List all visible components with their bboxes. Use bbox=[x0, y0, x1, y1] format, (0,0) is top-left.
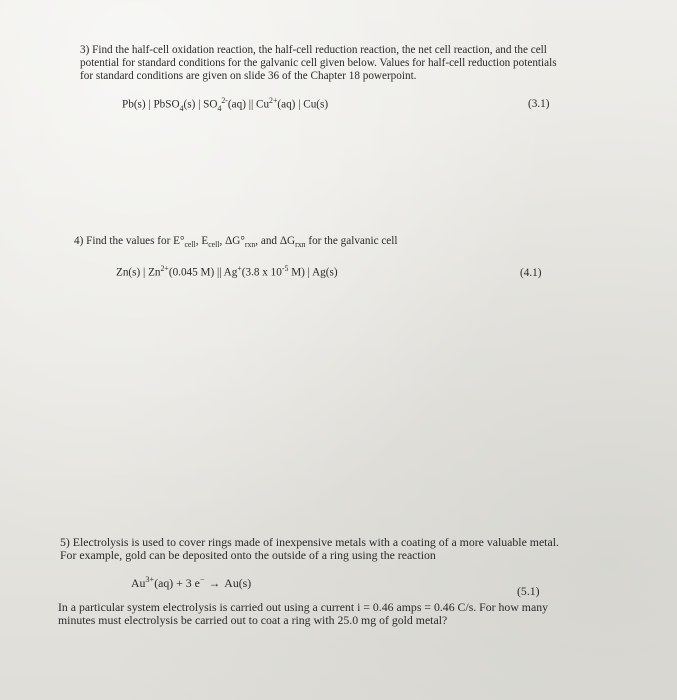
question-3-line-1: 3) Find the half-cell oxidation reaction, the half-cell reduction reaction, the net cell reaction, and the cell bbox=[80, 44, 547, 56]
equation-3-1: Pb(s) | PbSO$_4$(s) | $SO_4^{2-}(aq)$ || $Cu^{2+}(aq)$ | Cu(s) bbox=[122, 96, 329, 113]
question-5-line-4: minutes must electrolysis be carried out to coat a ring with 25.0 mg of gold metal? bbox=[58, 613, 448, 627]
question-3-line-3: for standard conditions are given on slide 36 of the Chapter 18 powerpoint. bbox=[80, 70, 417, 82]
equation-4-1: Zn(s) | $Zn^{2+}(0.045$ M) || Ag+(3.8 x $10^{-5}$ M) | Ag(s) bbox=[116, 264, 338, 279]
question-5-text bbox=[60, 536, 620, 562]
equation-number-5-1: (5.1) bbox=[517, 584, 540, 598]
question-3-line-2: potential for standard conditions for the galvanic cell given below. Values for half-cell reduction potentials bbox=[80, 57, 557, 69]
question-5-line-3: In a particular system electrolysis is carried out using a current i = 0.46 amps = 0.46 C/s. For how many bbox=[58, 600, 548, 614]
equation-number-3-1: (3.1) bbox=[528, 98, 550, 110]
question-4-intro: 4) Find the values for $E^\circ_{cell}$, $E_{cell}$, $\Delta G^\circ_{rxn}$, and $\Delta G_{rxn}$ for the galvanic cell bbox=[74, 235, 398, 250]
question-5-line-2: For example, gold can be deposited onto the outside of a ring using the reaction bbox=[60, 548, 436, 562]
question-5-line-1: 5) Electrolysis is used to cover rings made of inexpensive metals with a coating of a more valuable metal. bbox=[60, 535, 559, 549]
reaction-arrow: → bbox=[208, 575, 221, 590]
equation-number-4-1: (4.1) bbox=[520, 267, 542, 279]
question-3-text bbox=[80, 44, 625, 83]
equation-5-1: $Au^{3+}(aq) + 3$ e− → Au(s) bbox=[131, 575, 252, 590]
question-5-body bbox=[58, 601, 623, 627]
question-4-text bbox=[74, 235, 494, 251]
